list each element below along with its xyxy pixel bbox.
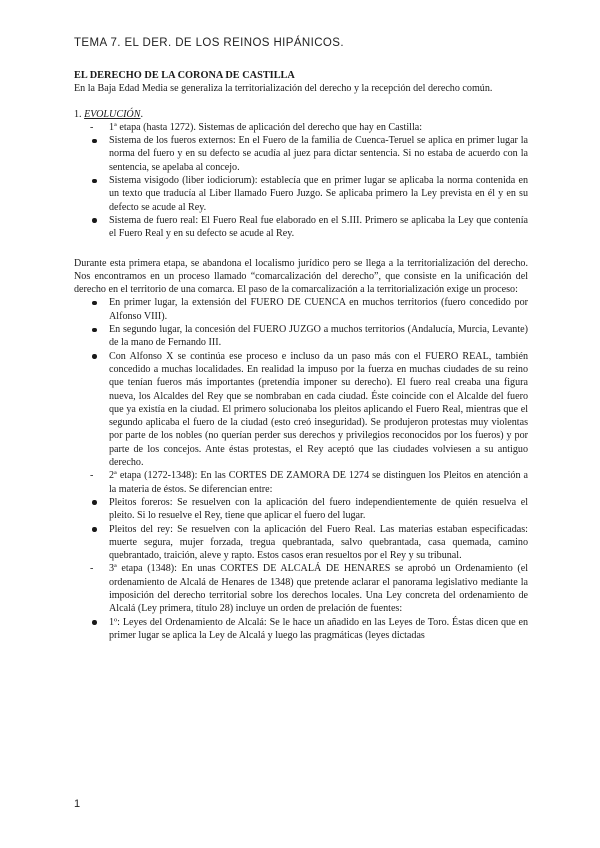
page-header: TEMA 7. EL DER. DE LOS REINOS HIPÁNICOS. [74,37,344,49]
list-item: - 2ª etapa (1272-1348): En las CORTES DE ZAMORA DE 1274 se distinguen los Pleitos en atención a la materia de éstos. Se diferencian entre: [74,469,528,496]
list-item: Sistema visigodo (liber iodiciorum): establecía que en primer lugar se aplicaba la norma contenida en un texto que traducía al Liber llamado Fuero Juzgo. Se aplicaba primero la Ley prevista en él y en su defecto se acude al Rey. [74,174,528,214]
document-body [74,69,528,642]
stage-one-list [74,121,528,241]
list-item: - 3ª etapa (1348): En unas CORTES DE ALCALÁ DE HENARES se aprobó un Ordenamiento (el ordenamiento de Alcalá de Henares de 1348) que pretende aclarar el panorama legislativo mediante la imposición del derecho territorial sobre los derechos locales. Una Ley concreta del ordenamiento de Alcalá (Ley primera, título 28) incluye un orden de prelación de fuentes: [74,562,528,615]
section-heading: 1. EVOLUCIÓN. [74,108,143,120]
section-label: EVOLUCIÓN [84,108,141,120]
list-item: 1º: Leyes del Ordenamiento de Alcalá: Se le hace un añadido en las Leyes de Toro. Éstas dicen que en primer lugar se aplica la Ley de Alcalá y luego las pragmáticas (leyes dictadas [74,616,528,643]
list-item: Sistema de fuero real: El Fuero Real fue elaborado en el S.III. Primero se aplicaba la Ley que contenía el Fuero Real y en su defecto se acude al Rey. [74,214,528,241]
sources-priority-list [74,616,528,643]
list-item: Pleitos foreros: Se resuelven con la aplicación del fuero independientemente de quién resuelva el pleito. Si lo resuelve el Rey, tiene que aplicar el fuero del lugar. [74,496,528,523]
territorialization-list [74,296,528,469]
section-title: EL DERECHO DE LA CORONA DE CASTILLA [74,70,295,81]
list-item: Pleitos del rey: Se resuelven con la aplicación del Fuero Real. Las materias estaban especificadas: muerte segura, mujer forzada, tregua quebrantada, salvo quebrantada, casa quemada, camino quebrantado, traición, aleve y rapto. Estos casos eran resueltos por el Rey y su tribunal. [74,523,528,563]
body-paragraph: Durante esta primera etapa, se abandona el localismo jurídico pero se llega a la territorialización del derecho. Nos encontramos en un proceso llamado “comarcalización del derecho”, que consiste en la unificación del derecho en el territorio de una comarca. El paso de la comarcalización a la territorialización exige un proceso: [74,257,528,296]
list-item: En segundo lugar, la concesión del FUERO JUZGO a muchos territorios (Andalucía, Murcia, Levante) de la mano de Fernando III. [74,323,528,350]
list-item: En primer lugar, la extensión del FUERO DE CUENCA en muchos territorios (fuero concedido por Alfonso VIII). [74,296,528,323]
list-item: Con Alfonso X se continúa ese proceso e incluso da un paso más con el FUERO REAL, también concedido a muchas localidades. En realidad la impuso por la fuerza en muchas ciudades de su reino que tenían fueros más importantes (pretendía imponer su derecho). El fuero real creaba una figura nueva, los Alcaldes del Rey que se nombraban en cada ciudad. Éste coincide con el Alcalde del fuero que ya existía en la ciudad. El primero solucionaba los pleitos aplicando el Fuero Real, mientras que el segundo aplicaba el fuero de la ciudad (esto creó inseguridad). Se produjeron protestas muy violentas por parte de los nobles (no querían perder sus derechos y privilegios reconocidos por los fueros) y por parte de los concejos. Ante éstas protestas, el Rey aceptó que las ciudades volviesen a su antiguo derecho. [74,350,528,470]
section-number: 1. [74,108,82,120]
list-item: Sistema de los fueros externos: En el Fuero de la familia de Cuenca-Teruel se aplica en primer lugar la norma del fuero y en su defecto se acudía al juez para dictar sentencia. Si no estaba de acuerdo con la sentencia, se apelaba al concejo. [74,134,528,174]
page-number: 1 [74,798,81,810]
intro-paragraph: En la Baja Edad Media se generaliza la territorialización del derecho y la recepción del derecho común. [74,83,493,95]
stage-two-list [74,469,528,615]
list-item: - 1ª etapa (hasta 1272). Sistemas de aplicación del derecho que hay en Castilla: [74,121,528,134]
